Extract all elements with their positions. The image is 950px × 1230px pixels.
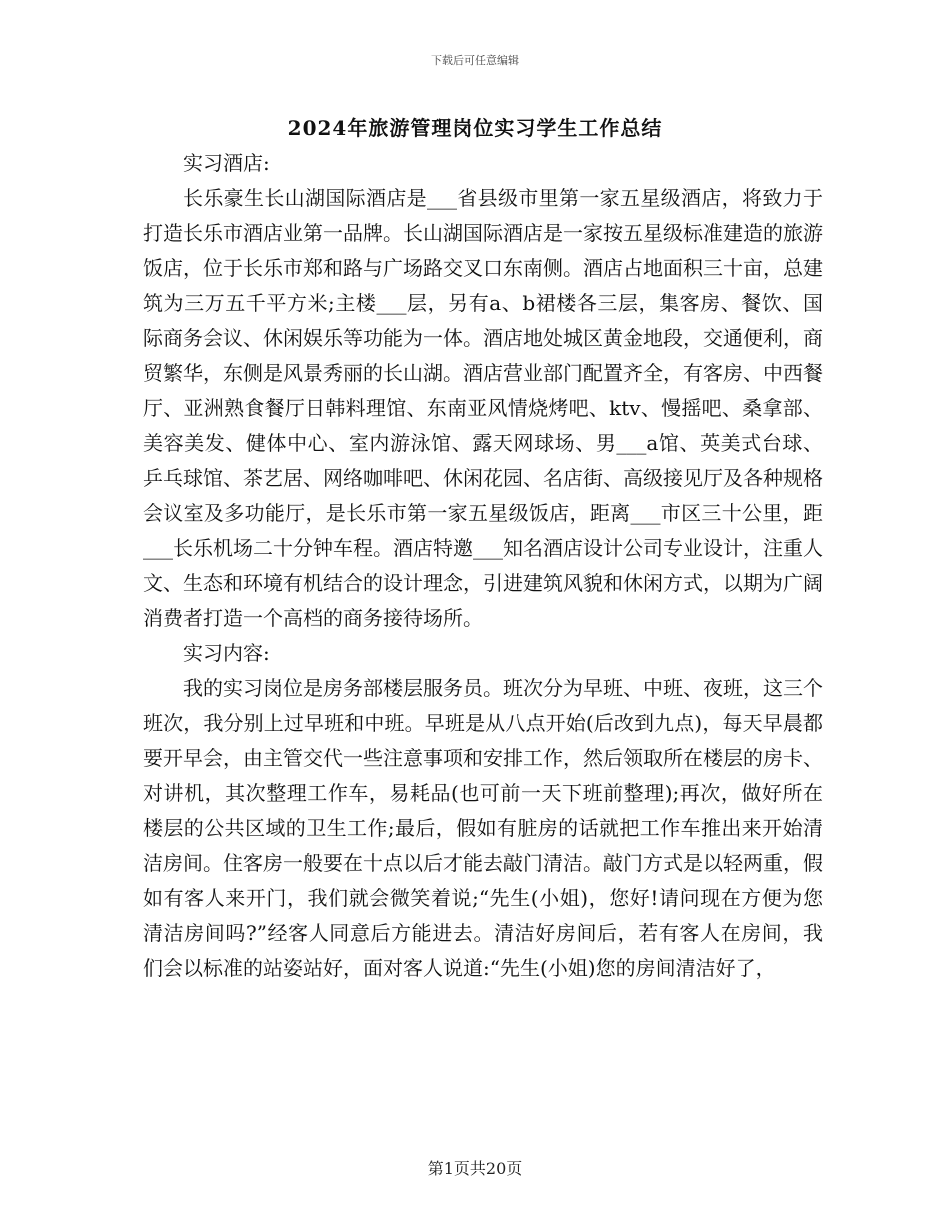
header-note: 下载后可任意编辑 [431, 54, 519, 67]
page-footer: 第1页共20页 [427, 1159, 523, 1178]
document-body [143, 146, 823, 986]
paragraph-internship-content: 我的实习岗位是房务部楼层服务员。班次分为早班、中班、夜班，这三个班次，我分别上过早班和中班。早班是从八点开始(后改到九点)，每天早晨都要开早会，由主管交代一些注意事项和安排工作，然后领取所在楼层的房卡、对讲机，其次整理工作车，易耗品(也可前一天下班前整理);再次，做好所在楼层的公共区域的卫生工作;最后，假如有脏房的话就把工作车推出来开始清洁房间。住客房一般要在十点以后才能去敲门清洁。敲门方式是以轻两重，假如有客人来开门，我们就会微笑着说;“先生(小姐)，您好!请问现在方便为您清洁房间吗?”经客人同意后方能进去。清洁好房间后，若有客人在房间，我们会以标准的站姿站好，面对客人说道:“先生(小姐)您的房间清洁好了， [143, 676, 823, 980]
paragraph-hotel-intro: 长乐豪生长山湖国际酒店是___省县级市里第一家五星级酒店，将致力于打造长乐市酒店业第一品牌。长山湖国际酒店是一家按五星级标准建造的旅游饭店，位于长乐市郑和路与广场路交叉口东南侧。酒店占地面积三十亩，总建筑为三万五千平方米;主楼___层，另有a、b裙楼各三层，集客房、餐饮、国际商务会议、休闲娱乐等功能为一体。酒店地处城区黄金地段，交通便利，商贸繁华，东侧是风景秀丽的长山湖。酒店营业部门配置齐全，有客房、中西餐厅、亚洲熟食餐厅日韩料理馆、东南亚风情烧烤吧、ktv、慢摇吧、桑拿部、美容美发、健体中心、室内游泳馆、露天网球场、男___a馆、英美式台球、乒乓球馆、茶艺居、网络咖啡吧、休闲花园、名店街、高级接见厅及各种规格会议室及多功能厅，是长乐市第一家五星级饭店，距离___市区三十公里，距___长乐机场二十分钟车程。酒店特邀___知名酒店设计公司专业设计，注重人文、生态和环境有机结合的设计理念，引进建筑风貌和休闲方式，以期为广阔消费者打造一个高档的商务接待场所。 [143, 186, 823, 630]
section-heading-content: 实习内容: [183, 641, 270, 665]
section-heading-hotel: 实习酒店: [183, 151, 270, 175]
document-title: 2024年旅游管理岗位实习学生工作总结 [287, 116, 663, 140]
